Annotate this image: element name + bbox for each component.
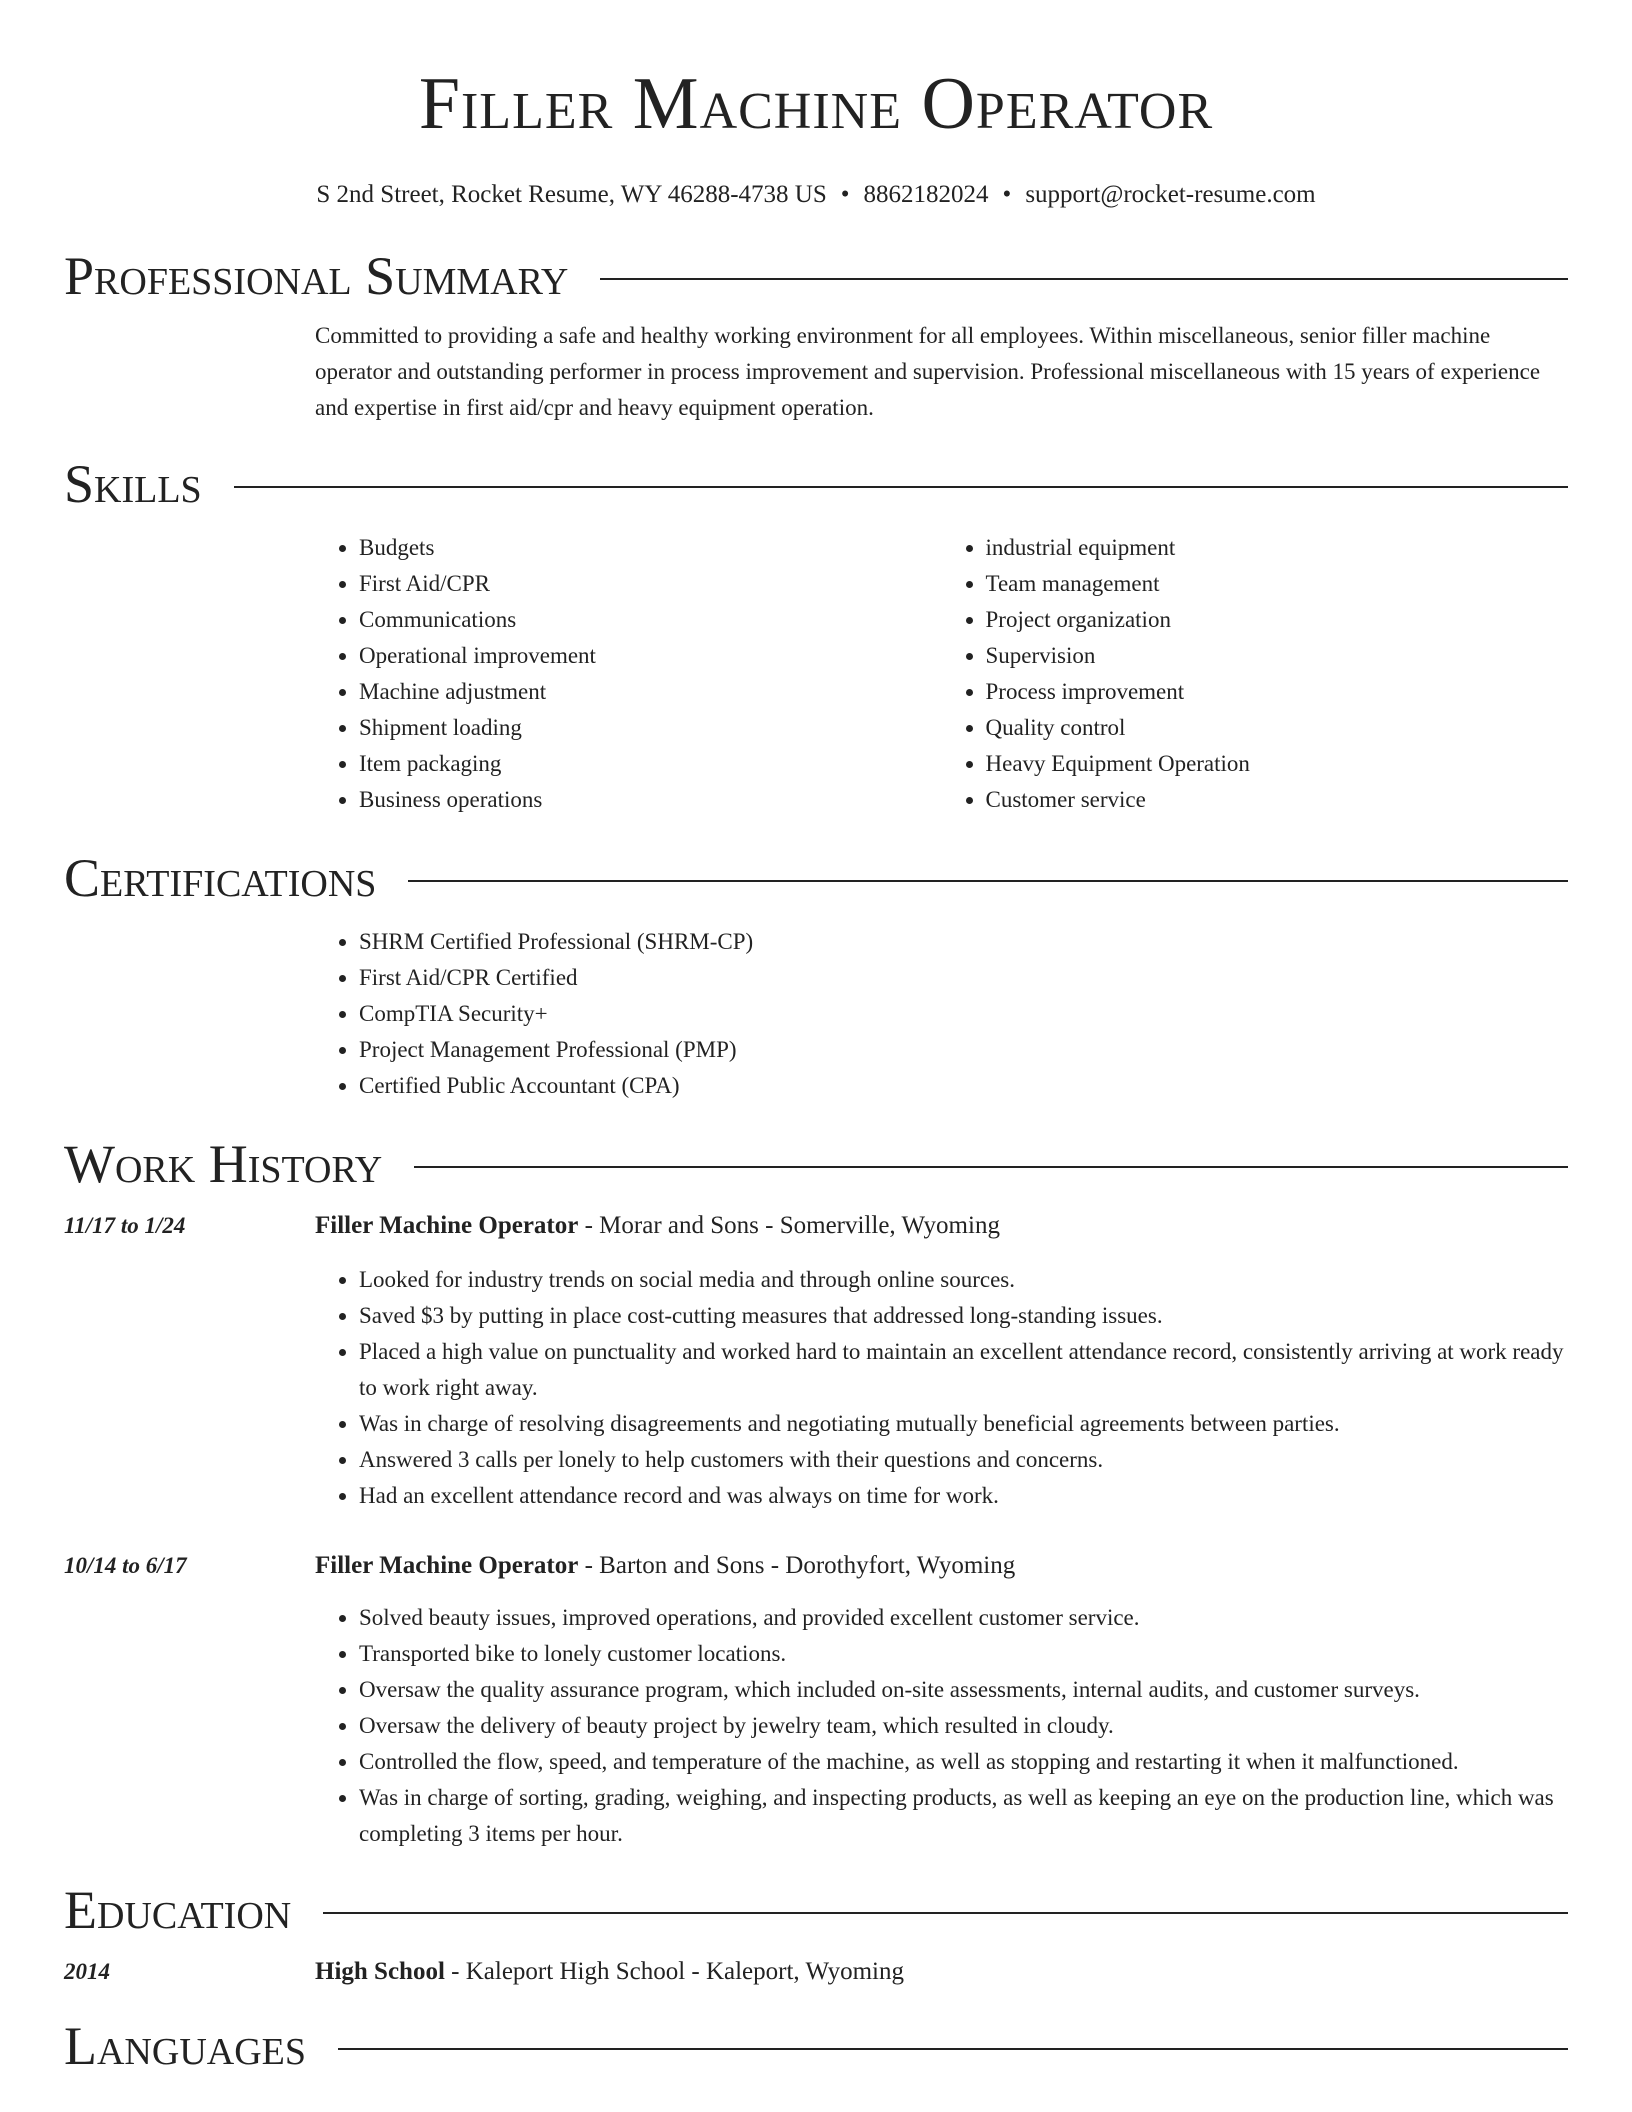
job-title-line	[315, 1548, 1568, 1584]
job-bullet: • Was in charge of sorting, grading, weighing, and inspecting products, as well as keeping an eye on the production line, which was completing 3 items per hour.	[359, 1780, 1568, 1852]
job-entry	[64, 1548, 1568, 1852]
job-details	[315, 1208, 1568, 1514]
education-details	[315, 1954, 1568, 1990]
job-bullet: • Answered 3 calls per lonely to help customers with their questions and concerns.	[359, 1442, 1568, 1478]
job-bullet: • Placed a high value on punctuality and worked hard to maintain an excellent attendance record, consistently arriving at work ready to work right away.	[359, 1334, 1568, 1406]
section-divider	[414, 1166, 1568, 1168]
education-title: Education	[64, 1880, 292, 1940]
job-details	[315, 1548, 1568, 1852]
certification-item: • Certified Public Accountant (CPA)	[359, 1068, 1568, 1104]
skill-item: • Shipment loading	[359, 710, 942, 746]
skills-section	[64, 452, 1568, 818]
section-divider	[600, 278, 1568, 280]
job-bullet: • Solved beauty issues, improved operations, and provided excellent customer service.	[359, 1600, 1568, 1636]
job-employer: - Morar and Sons - Somerville, Wyoming	[578, 1212, 1000, 1239]
education-degree: High School	[315, 1958, 445, 1985]
job-dates: 10/14 to 6/17	[64, 1553, 187, 1578]
education-section	[64, 1878, 1568, 1990]
contact-email: support@rocket-resume.com	[1025, 181, 1316, 208]
job-bullet: • Transported bike to lonely customer locations.	[359, 1636, 1568, 1672]
job-dates: 11/17 to 1/24	[64, 1213, 186, 1238]
skill-item: • Team management	[986, 566, 1569, 602]
work-history-section	[64, 1132, 1568, 1852]
certifications-body	[315, 924, 1568, 1104]
work-history-title: Work History	[64, 1134, 383, 1194]
education-title-line	[315, 1954, 1568, 1990]
section-divider	[234, 486, 1568, 488]
skill-item: • Process improvement	[986, 674, 1569, 710]
languages-heading	[64, 2014, 1568, 2078]
work-history-heading	[64, 1132, 1568, 1196]
skills-title: Skills	[64, 454, 202, 514]
skills-list-left	[315, 530, 942, 818]
certification-item: • CompTIA Security+	[359, 996, 1568, 1032]
job-title-line	[315, 1208, 1568, 1244]
skill-item: • industrial equipment	[986, 530, 1569, 566]
skills-list-right	[942, 530, 1569, 818]
contact-address: S 2nd Street, Rocket Resume, WY 46288-4738 US	[316, 181, 827, 208]
skill-item: • Project organization	[986, 602, 1569, 638]
summary-title: Professional Summary	[64, 246, 569, 306]
certifications-section	[64, 846, 1568, 1104]
skill-item: • Business operations	[359, 782, 942, 818]
skill-item: • Item packaging	[359, 746, 942, 782]
contact-separator: •	[840, 181, 850, 208]
certifications-list	[315, 924, 1568, 1104]
job-role: Filler Machine Operator	[315, 1212, 579, 1239]
job-bullets	[315, 1262, 1568, 1514]
skills-grid	[315, 530, 1568, 818]
skills-heading	[64, 452, 1568, 516]
summary-section	[64, 244, 1568, 426]
section-divider	[338, 2048, 1568, 2050]
skill-item: • Customer service	[986, 782, 1569, 818]
job-bullet: • Controlled the flow, speed, and temperature of the machine, as well as stopping and restarting it when it malfunctioned.	[359, 1744, 1568, 1780]
job-bullets	[315, 1600, 1568, 1852]
section-divider	[323, 1912, 1568, 1914]
education-school: - Kaleport High School - Kaleport, Wyoming	[444, 1958, 904, 1985]
job-entry	[64, 1208, 1568, 1514]
skill-item: • Budgets	[359, 530, 942, 566]
education-entry	[64, 1954, 1568, 1990]
certification-item: • Project Management Professional (PMP)	[359, 1032, 1568, 1068]
section-divider	[408, 880, 1568, 882]
education-year: 2014	[64, 1959, 110, 1984]
job-bullet: • Saved $3 by putting in place cost-cutting measures that addressed long-standing issues.	[359, 1298, 1568, 1334]
job-employer: - Barton and Sons - Dorothyfort, Wyoming	[578, 1552, 1016, 1579]
certification-item: • First Aid/CPR Certified	[359, 960, 1568, 996]
job-bullet: • Oversaw the delivery of beauty project by jewelry team, which resulted in cloudy.	[359, 1708, 1568, 1744]
certifications-heading	[64, 846, 1568, 910]
summary-heading	[64, 244, 1568, 308]
summary-text: Committed to providing a safe and healthy working environment for all employees. Within miscellaneous, senior filler machine operator and outstanding performer in process improvement and supervision. Professional miscellaneous with 15 years of experience and expertise in first aid/cpr and heavy equipment operation.	[315, 323, 1541, 420]
job-bullet: • Oversaw the quality assurance program, which included on-site assessments, internal audits, and customer surveys.	[359, 1672, 1568, 1708]
skill-item: • Quality control	[986, 710, 1569, 746]
job-role: Filler Machine Operator	[315, 1552, 579, 1579]
skill-item: • Supervision	[986, 638, 1569, 674]
certifications-title: Certifications	[64, 848, 377, 908]
skill-item: • First Aid/CPR	[359, 566, 942, 602]
contact-separator: •	[1002, 181, 1012, 208]
job-bullet: • Was in charge of resolving disagreements and negotiating mutually beneficial agreements between parties.	[359, 1406, 1568, 1442]
languages-title: Languages	[64, 2016, 306, 2076]
resume-name: Filler Machine Operator	[418, 63, 1214, 145]
education-heading	[64, 1878, 1568, 1942]
languages-section	[64, 2014, 1568, 2078]
skill-item: • Heavy Equipment Operation	[986, 746, 1569, 782]
job-bullet: • Looked for industry trends on social media and through online sources.	[359, 1262, 1568, 1298]
skill-item: • Machine adjustment	[359, 674, 942, 710]
skill-item: • Operational improvement	[359, 638, 942, 674]
contact-line	[0, 180, 1632, 210]
skill-item: • Communications	[359, 602, 942, 638]
certification-item: • SHRM Certified Professional (SHRM-CP)	[359, 924, 1568, 960]
contact-phone: 8862182024	[863, 181, 989, 208]
job-bullet: • Had an excellent attendance record and was always on time for work.	[359, 1478, 1568, 1514]
